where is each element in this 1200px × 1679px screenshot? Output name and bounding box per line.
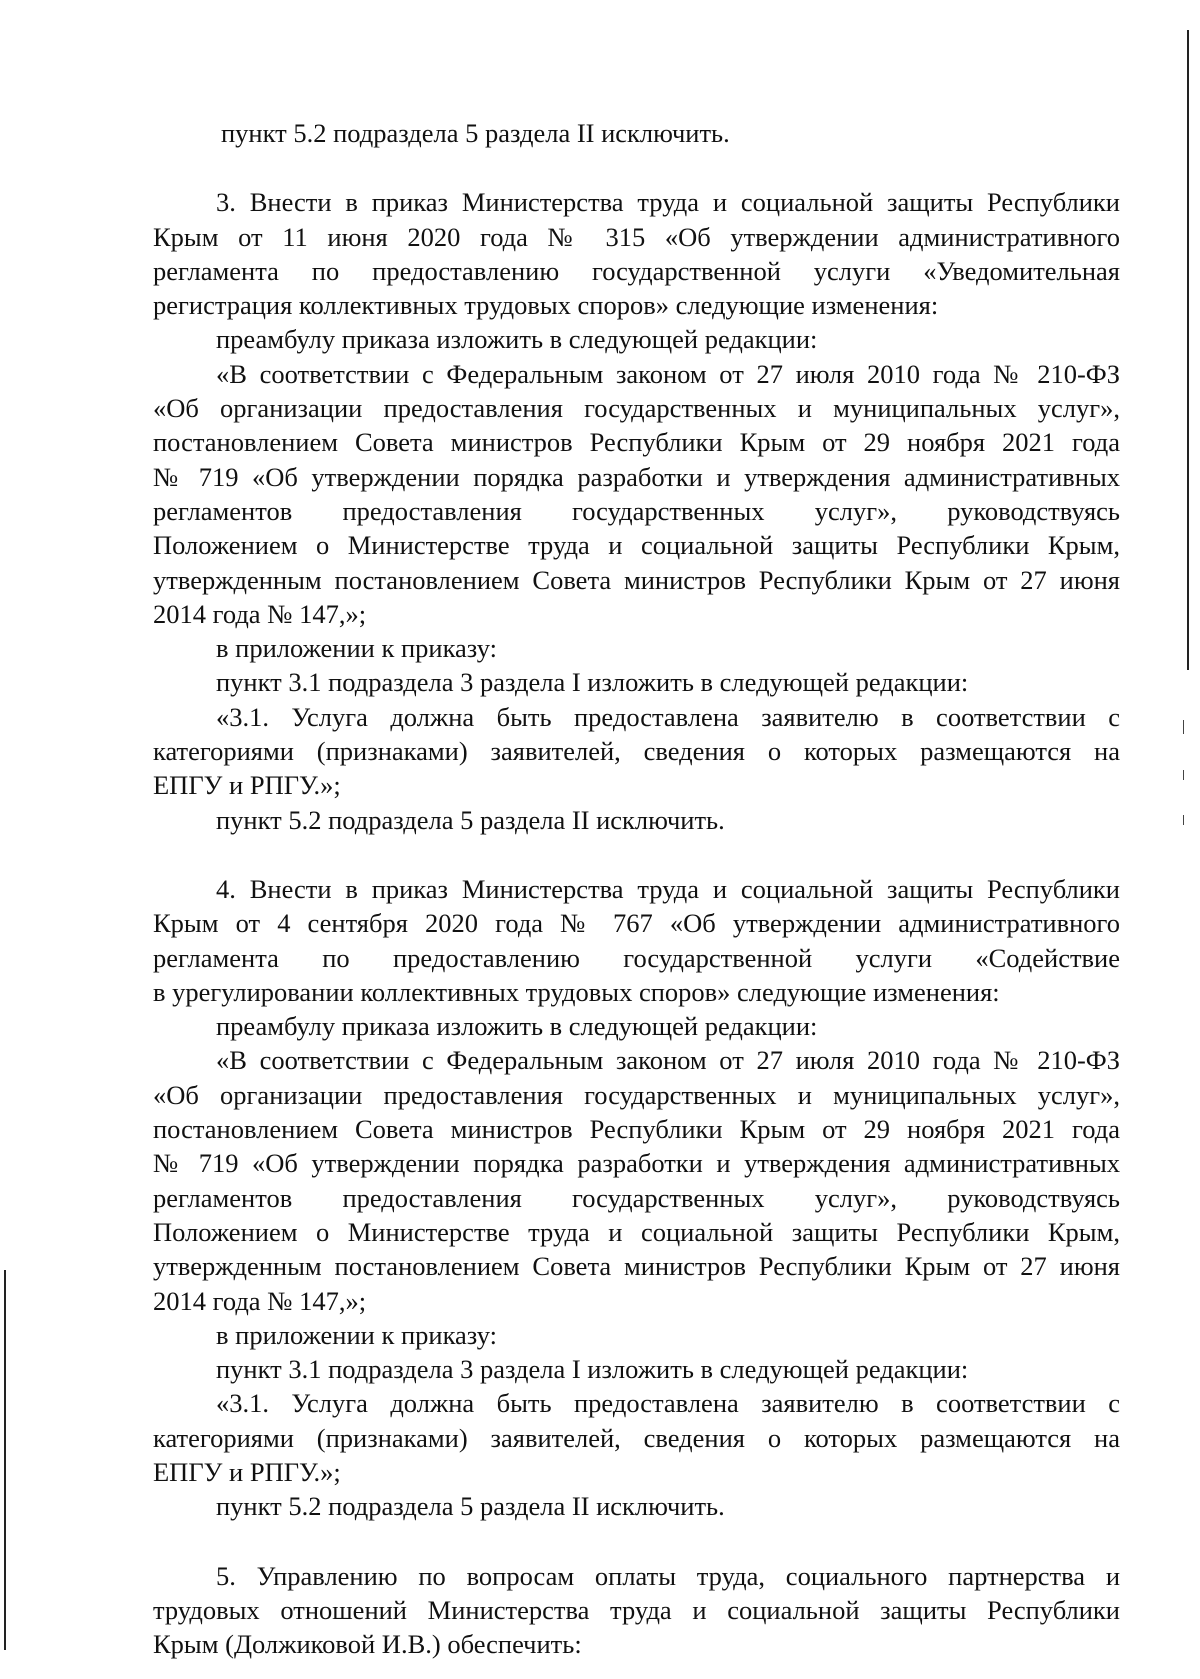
- document-body: [153, 116, 1120, 1661]
- text-line: пункт 5.2 подраздела 5 раздела II исключить.: [216, 1491, 725, 1522]
- text-line: «Об организации предоставления государственных и муниципальных услуг»,: [153, 1079, 1120, 1110]
- text-line: постановлением Совета министров Республики Крым от 29 ноября 2021 года: [153, 1114, 1120, 1145]
- text-line: пункт 3.1 подраздела 3 раздела I изложить в следующей редакции:: [216, 667, 969, 698]
- text-line: регламентов предоставления государственных услуг», руководствуясь: [153, 495, 1120, 526]
- text-line: Положением о Министерстве труда и социальной защиты Республики Крым,: [153, 1216, 1120, 1247]
- text-line: в урегулировании коллективных трудовых споров» следующие изменения:: [153, 976, 1000, 1007]
- text-line: 4. Внести в приказ Министерства труда и социальной защиты Республики: [216, 873, 1120, 904]
- text-line: 2014 года № 147,»;: [153, 1285, 367, 1316]
- text-line: преамбулу приказа изложить в следующей редакции:: [216, 1011, 818, 1042]
- text-line: «В соответствии с Федеральным законом от 27 июля 2010 года № 210-ФЗ: [216, 1045, 1120, 1076]
- text-line: регламента по предоставлению государственной услуги «Уведомительная: [153, 255, 1120, 286]
- paragraph-block: [153, 1559, 1120, 1662]
- text-line: Крым от 11 июня 2020 года № 315 «Об утверждении административного: [153, 221, 1120, 252]
- paragraph-block: [153, 872, 1120, 1524]
- text-line: «3.1. Услуга должна быть предоставлена заявителю в соответствии с: [216, 701, 1120, 732]
- text-line: «Об организации предоставления государственных и муниципальных услуг»,: [153, 393, 1120, 424]
- text-line: «3.1. Услуга должна быть предоставлена заявителю в соответствии с: [216, 1388, 1120, 1419]
- text-line: в приложении к приказу:: [216, 1319, 497, 1350]
- scan-edge-mark-right: [1187, 30, 1189, 670]
- text-line: регламента по предоставлению государственной услуги «Содействие: [153, 942, 1120, 973]
- text-line: ЕПГУ и РПГУ.»;: [153, 770, 341, 801]
- text-line: пункт 3.1 подраздела 3 раздела I изложить в следующей редакции:: [216, 1354, 969, 1385]
- text-line: трудовых отношений Министерства труда и социальной защиты Республики: [153, 1594, 1120, 1625]
- text-line: № 719 «Об утверждении порядка разработки и утверждения административных: [153, 461, 1120, 492]
- text-line: утвержденным постановлением Совета министров Республики Крым от 27 июня: [153, 1251, 1120, 1282]
- paragraph-gap: [153, 1524, 1120, 1559]
- text-line: категориями (признаками) заявителей, сведения о которых размещаются на: [153, 1422, 1120, 1453]
- text-line: «В соответствии с Федеральным законом от 27 июля 2010 года № 210-ФЗ: [216, 358, 1120, 389]
- paragraph-block: [153, 116, 1120, 150]
- text-line: постановлением Совета министров Республики Крым от 29 ноября 2021 года: [153, 427, 1120, 458]
- text-line: ЕПГУ и РПГУ.»;: [153, 1456, 341, 1487]
- text-line: 2014 года № 147,»;: [153, 598, 367, 629]
- text-line: Крым от 4 сентября 2020 года № 767 «Об утверждении административного: [153, 908, 1120, 939]
- text-line: утвержденным постановлением Совета министров Республики Крым от 27 июня: [153, 564, 1120, 595]
- scan-edge-dot: [1183, 815, 1184, 825]
- scan-edge-dot: [1183, 720, 1184, 734]
- text-line: 3. Внести в приказ Министерства труда и социальной защиты Республики: [216, 187, 1120, 218]
- paragraph-block: [153, 185, 1120, 837]
- text-line: № 719 «Об утверждении порядка разработки и утверждения административных: [153, 1148, 1120, 1179]
- text-line: 5. Управлению по вопросам оплаты труда, социального партнерства и: [216, 1560, 1120, 1591]
- text-line: регламентов предоставления государственных услуг», руководствуясь: [153, 1182, 1120, 1213]
- text-line: регистрация коллективных трудовых споров» следующие изменения:: [153, 290, 939, 321]
- text-line: категориями (признаками) заявителей, сведения о которых размещаются на: [153, 736, 1120, 767]
- paragraph-gap: [153, 837, 1120, 872]
- text-line: в приложении к приказу:: [216, 633, 497, 664]
- paragraph-gap: [153, 150, 1120, 185]
- scan-edge-mark-left: [4, 1270, 6, 1650]
- text-line: Крым (Должиковой И.В.) обеспечить:: [153, 1629, 582, 1660]
- text-line: преамбулу приказа изложить в следующей редакции:: [216, 324, 818, 355]
- text-line: пункт 5.2 подраздела 5 раздела II исключить.: [221, 118, 730, 148]
- scan-edge-dot: [1183, 770, 1184, 780]
- text-line: пункт 5.2 подраздела 5 раздела II исключить.: [216, 804, 725, 835]
- text-line: Положением о Министерстве труда и социальной защиты Республики Крым,: [153, 530, 1120, 561]
